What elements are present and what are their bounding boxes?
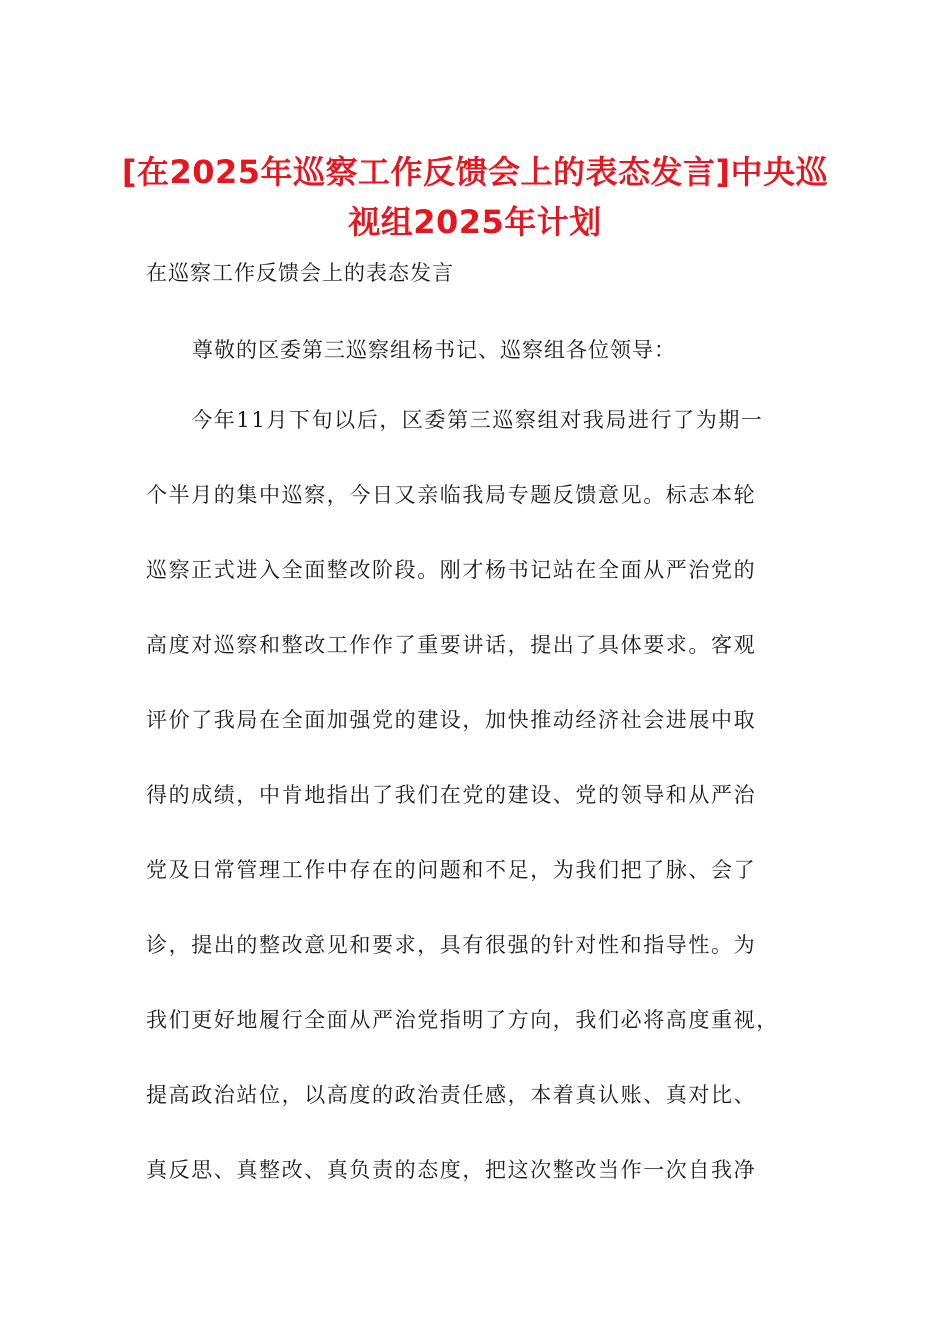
body-line: 提高政治站位，以高度的政治责任感，本着真认账、真对比、 [146, 1083, 757, 1107]
body-line: 得的成绩，中肯地指出了我们在党的建设、党的领导和从严治 [146, 783, 757, 807]
salutation: 尊敬的区委第三巡察组杨书记、巡察组各位领导： [192, 338, 676, 362]
body-line: 今年11月下旬以后，区委第三巡察组对我局进行了为期一 [146, 408, 764, 432]
document-title: [在2025年巡察工作反馈会上的表态发言]中央巡视组2025年计划 [121, 153, 829, 241]
body-line: 我们更好地履行全面从严治党指明了方向，我们必将高度重视， [146, 1008, 779, 1032]
body-line: 诊，提出的整改意见和要求，具有很强的针对性和指导性。为 [146, 933, 757, 957]
body-line: 党及日常管理工作中存在的问题和不足，为我们把了脉、会了 [146, 858, 757, 882]
document-subtitle: 在巡察工作反馈会上的表态发言 [146, 261, 454, 285]
body-line: 巡察正式进入全面整改阶段。刚才杨书记站在全面从严治党的 [146, 558, 757, 582]
body-line: 评价了我局在全面加强党的建设，加快推动经济社会进展中取 [146, 708, 757, 732]
body-line: 高度对巡察和整改工作作了重要讲话，提出了具体要求。客观 [146, 633, 757, 657]
body-line: 真反思、真整改、真负责的态度，把这次整改当作一次自我净 [146, 1158, 757, 1182]
body-line: 个半月的集中巡察，今日又亲临我局专题反馈意见。标志本轮 [146, 483, 757, 507]
